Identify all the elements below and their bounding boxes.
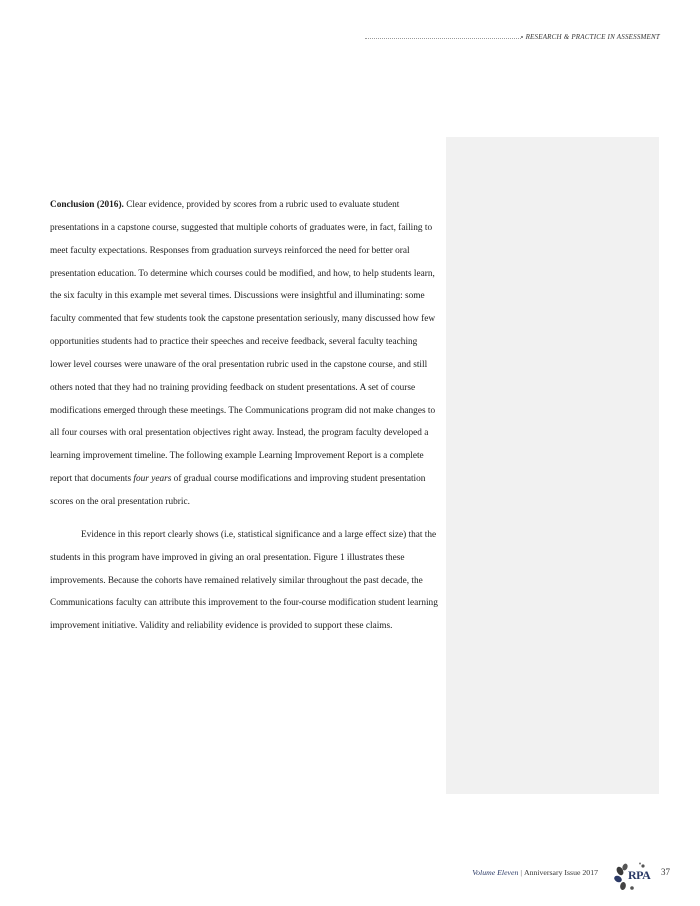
running-header: RESEARCH & PRACTICE IN ASSESSMENT — [525, 33, 660, 41]
paragraph-text: Clear evidence, provided by scores from a rubric used to evaluate student presentations in a capstone course, suggested that multiple cohorts of graduates were, in fact, failing to meet faculty expectations. Responses from graduation surveys reinforced the need for better oral presentation education. To determine which courses could be modified, and how, to help students learn, the six faculty in this example met several times. Discussions were insightful and illuminating: some faculty commented that few students took the capstone presentation seriously, many discussed how few opportunities students had to practice their speeches and receive feedback, several faculty teaching lower level courses were unaware of the oral presentation rubric used in the capstone course, and still others noted that they had no training providing feedback on student presentations. A set of course modifications emerged through these meetings. The Communications program did not make changes to all four courses with oral presentation objectives right away. Instead, the program faculty developed a learning improvement timeline. The following example Learning Improvement Report is a complete report that documents — [50, 200, 436, 485]
paragraph-evidence: Evidence in this report clearly shows (i.e, statistical significance and a large effect size) that the students in this program have improved in giving an oral presentation. Figure 1 illustrates these improvements. Because the cohorts have remained relatively similar throughout the past decade, the Communications faculty can attribute this improvement to the four-course modification student learning improvement initiative. Validity and reliability evidence is provided to support these claims. — [50, 529, 438, 632]
header-bullet — [521, 36, 523, 38]
paragraph-conclusion — [50, 194, 440, 514]
footer-separator: | — [520, 868, 522, 877]
logo-text: RPA — [628, 868, 651, 882]
paragraph-lead: Conclusion (2016). — [50, 200, 124, 210]
volume-label: Volume Eleven — [472, 868, 519, 877]
page-footer — [440, 862, 670, 892]
rpa-logo — [614, 862, 650, 892]
emphasis-text: four years — [133, 474, 172, 485]
footer-issue-line — [472, 868, 598, 877]
article-body — [50, 194, 440, 638]
page-number: 37 — [661, 867, 670, 877]
paragraph-text: of gradual course modifications and improving student presentation scores on the oral presentation rubric. — [50, 474, 426, 507]
header-dotted-rule — [365, 38, 521, 39]
sidebar-panel — [446, 137, 659, 794]
issue-label: Anniversary Issue 2017 — [523, 868, 598, 877]
